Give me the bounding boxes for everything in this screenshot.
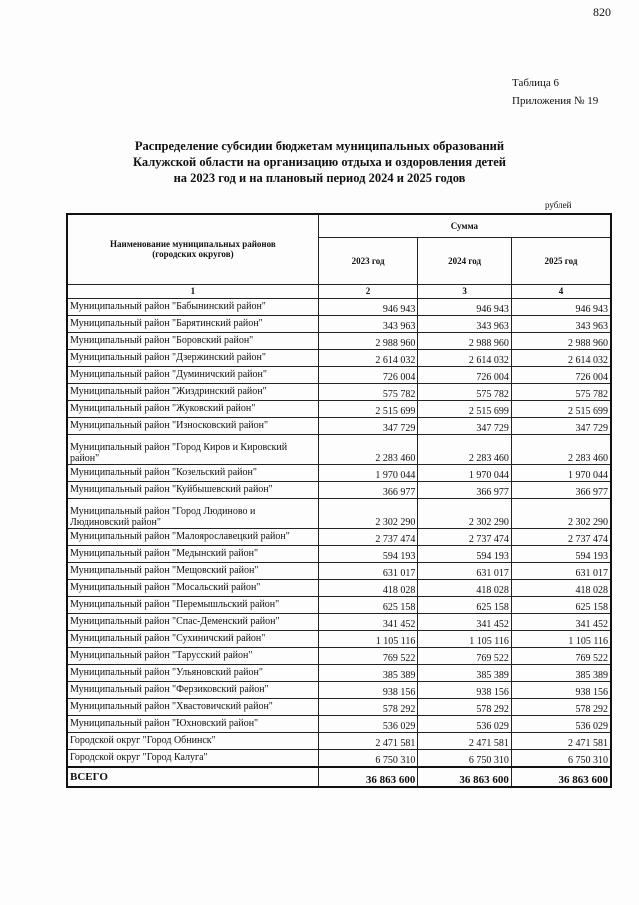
amount-cell: 347 729 (511, 417, 611, 434)
municipality-name: Муниципальный район "Бабынинский район" (67, 298, 318, 315)
amount-cell: 575 782 (511, 383, 611, 400)
amount-cell: 418 028 (418, 579, 512, 596)
amount-cell: 536 029 (318, 715, 418, 732)
municipality-name: Муниципальный район "Барятинский район" (67, 315, 318, 332)
amount-cell: 769 522 (318, 647, 418, 664)
amount-cell: 343 963 (511, 315, 611, 332)
table-row (67, 366, 611, 383)
total-row (67, 767, 611, 787)
page-number: 820 (593, 5, 611, 19)
municipality-name: Муниципальный район "Жуковский район" (67, 400, 318, 417)
amount-cell: 946 943 (318, 298, 418, 315)
amount-cell: 2 471 581 (511, 732, 611, 749)
amount-cell: 343 963 (318, 315, 418, 332)
municipality-name: Муниципальный район "Малоярославецкий район" (67, 528, 318, 545)
amount-cell: 6 750 310 (318, 749, 418, 767)
amount-cell: 946 943 (511, 298, 611, 315)
table-row (67, 681, 611, 698)
amount-cell: 946 943 (418, 298, 512, 315)
municipality-name: Муниципальный район "Дзержинский район" (67, 349, 318, 366)
amount-cell: 594 193 (318, 545, 418, 562)
table-row (67, 613, 611, 630)
amount-cell: 625 158 (511, 596, 611, 613)
table-row (67, 732, 611, 749)
header-year: 2024 год (418, 237, 512, 284)
table-row (67, 749, 611, 767)
municipality-name: Муниципальный район "Хвастовичский район" (67, 698, 318, 715)
amount-cell: 2 737 474 (511, 528, 611, 545)
municipality-name: Муниципальный район "Мещовский район" (67, 562, 318, 579)
table-row (67, 349, 611, 366)
municipality-name: Муниципальный район "Ферзиковский район" (67, 681, 318, 698)
col-number: 4 (511, 284, 611, 298)
header-year: 2023 год (318, 237, 418, 284)
municipality-name: Муниципальный район "Город Киров и Кировский район" (67, 434, 318, 464)
municipality-name: Муниципальный район "Тарусский район" (67, 647, 318, 664)
total-amount: 36 863 600 (318, 767, 418, 787)
subsidy-table (66, 213, 612, 788)
amount-cell: 418 028 (318, 579, 418, 596)
municipality-name: Муниципальный район "Боровский район" (67, 332, 318, 349)
amount-cell: 341 452 (418, 613, 512, 630)
amount-cell: 578 292 (318, 698, 418, 715)
amount-cell: 2 283 460 (511, 434, 611, 464)
amount-cell: 1 970 044 (418, 464, 512, 481)
table-label: Таблица 6 (512, 77, 560, 89)
amount-cell: 2 283 460 (418, 434, 512, 464)
municipality-name: Городской округ "Город Обнинск" (67, 732, 318, 749)
amount-cell: 2 515 699 (318, 400, 418, 417)
amount-cell: 631 017 (418, 562, 512, 579)
amount-cell: 575 782 (318, 383, 418, 400)
amount-cell: 938 156 (511, 681, 611, 698)
title-line: Калужской области на организацию отдыха и оздоровления детей (133, 155, 506, 169)
amount-cell: 2 283 460 (318, 434, 418, 464)
table-row (67, 545, 611, 562)
municipality-name: Муниципальный район "Медынский район" (67, 545, 318, 562)
amount-cell: 385 389 (511, 664, 611, 681)
amount-cell: 418 028 (511, 579, 611, 596)
col-number: 2 (318, 284, 418, 298)
title-line: Распределение субсидии бюджетам муниципальных образований (134, 139, 505, 153)
amount-cell: 2 988 960 (318, 332, 418, 349)
table-row (67, 528, 611, 545)
amount-cell: 385 389 (318, 664, 418, 681)
amount-cell: 6 750 310 (418, 749, 512, 767)
amount-cell: 2 471 581 (318, 732, 418, 749)
appendix-label: Приложения № 19 (512, 95, 599, 107)
amount-cell: 631 017 (318, 562, 418, 579)
amount-cell: 769 522 (511, 647, 611, 664)
amount-cell: 578 292 (418, 698, 512, 715)
amount-cell: 1 970 044 (318, 464, 418, 481)
table-row (67, 434, 611, 464)
header-name: Наименование муниципальных районов (городских округов) (67, 214, 318, 284)
amount-cell: 631 017 (511, 562, 611, 579)
col-number: 1 (67, 284, 318, 298)
amount-cell: 1 105 116 (318, 630, 418, 647)
amount-cell: 347 729 (318, 417, 418, 434)
amount-cell: 2 988 960 (418, 332, 512, 349)
table-row (67, 464, 611, 481)
table-row (67, 698, 611, 715)
amount-cell: 366 977 (318, 481, 418, 498)
amount-cell: 2 614 032 (511, 349, 611, 366)
total-amount: 36 863 600 (418, 767, 512, 787)
municipality-name: Муниципальный район "Мосальский район" (67, 579, 318, 596)
amount-cell: 2 302 290 (318, 498, 418, 528)
municipality-name: Муниципальный район "Спас-Деменский район" (67, 613, 318, 630)
amount-cell: 2 737 474 (318, 528, 418, 545)
amount-cell: 938 156 (318, 681, 418, 698)
amount-cell: 578 292 (511, 698, 611, 715)
header-year: 2025 год (511, 237, 611, 284)
amount-cell: 6 750 310 (511, 749, 611, 767)
municipality-name: Муниципальный район "Ульяновский район" (67, 664, 318, 681)
table-row (67, 417, 611, 434)
table-row (67, 498, 611, 528)
amount-cell: 341 452 (511, 613, 611, 630)
amount-cell: 2 302 290 (418, 498, 512, 528)
total-amount: 36 863 600 (511, 767, 611, 787)
amount-cell: 594 193 (511, 545, 611, 562)
amount-cell: 2 302 290 (511, 498, 611, 528)
amount-cell: 366 977 (418, 481, 512, 498)
table-row (67, 579, 611, 596)
table-row (67, 400, 611, 417)
table-row (67, 332, 611, 349)
municipality-name: Муниципальный район "Перемышльский район" (67, 596, 318, 613)
title-line: на 2023 год и на плановый период 2024 и 2025 годов (173, 171, 466, 185)
municipality-name: Муниципальный район "Юхновский район" (67, 715, 318, 732)
amount-cell: 2 737 474 (418, 528, 512, 545)
amount-cell: 343 963 (418, 315, 512, 332)
table-row (67, 383, 611, 400)
amount-cell: 726 004 (418, 366, 512, 383)
municipality-name: Муниципальный район "Куйбышевский район" (67, 481, 318, 498)
municipality-name: Муниципальный район "Износковский район" (67, 417, 318, 434)
amount-cell: 726 004 (318, 366, 418, 383)
table-row (67, 715, 611, 732)
amount-cell: 938 156 (418, 681, 512, 698)
table-row (67, 562, 611, 579)
municipality-name: Муниципальный район "Козельский район" (67, 464, 318, 481)
col-number: 3 (418, 284, 512, 298)
amount-cell: 1 970 044 (511, 464, 611, 481)
amount-cell: 769 522 (418, 647, 512, 664)
amount-cell: 1 105 116 (418, 630, 512, 647)
municipality-name: Муниципальный район "Думиничский район" (67, 366, 318, 383)
total-label: ВСЕГО (67, 767, 318, 787)
amount-cell: 575 782 (418, 383, 512, 400)
amount-cell: 625 158 (418, 596, 512, 613)
amount-cell: 726 004 (511, 366, 611, 383)
amount-cell: 625 158 (318, 596, 418, 613)
amount-cell: 385 389 (418, 664, 512, 681)
amount-cell: 2 614 032 (318, 349, 418, 366)
amount-cell: 2 988 960 (511, 332, 611, 349)
amount-cell: 2 515 699 (511, 400, 611, 417)
document-title (0, 138, 639, 186)
table-row (67, 315, 611, 332)
amount-cell: 341 452 (318, 613, 418, 630)
units-label: рублей (545, 200, 572, 210)
amount-cell: 347 729 (418, 417, 512, 434)
municipality-name: Городской округ "Город Калуга" (67, 749, 318, 767)
amount-cell: 536 029 (511, 715, 611, 732)
table-row (67, 664, 611, 681)
municipality-name: Муниципальный район "Город Людиново и Людиновский район" (67, 498, 318, 528)
amount-cell: 2 614 032 (418, 349, 512, 366)
municipality-name: Муниципальный район "Жиздринский район" (67, 383, 318, 400)
header-sum: Сумма (318, 214, 611, 237)
amount-cell: 2 471 581 (418, 732, 512, 749)
table-row (67, 647, 611, 664)
table-row (67, 298, 611, 315)
table-row (67, 596, 611, 613)
amount-cell: 366 977 (511, 481, 611, 498)
table-row (67, 630, 611, 647)
table-row (67, 481, 611, 498)
amount-cell: 1 105 116 (511, 630, 611, 647)
amount-cell: 2 515 699 (418, 400, 512, 417)
municipality-name: Муниципальный район "Сухиничский район" (67, 630, 318, 647)
amount-cell: 536 029 (418, 715, 512, 732)
amount-cell: 594 193 (418, 545, 512, 562)
